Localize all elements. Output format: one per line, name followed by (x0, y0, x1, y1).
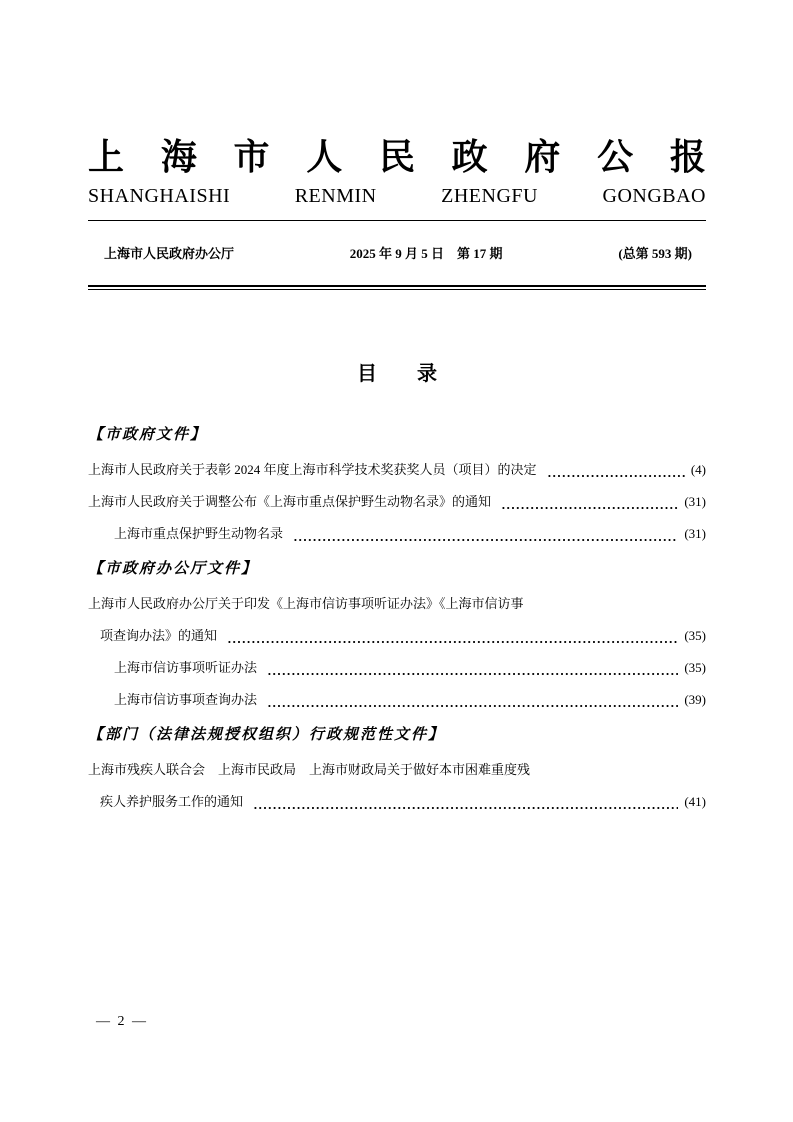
page-footer-number: — 2 — (96, 1014, 148, 1029)
toc-page-number: (35) (684, 660, 706, 676)
toc-page-number: (39) (684, 692, 706, 708)
content-column (88, 136, 706, 812)
toc-entry (88, 512, 706, 544)
toc-page-number: (31) (684, 494, 706, 510)
romanization-word: GONGBAO (602, 185, 706, 208)
dot-leader (500, 504, 678, 512)
dot-leader (252, 804, 678, 812)
dot-leader (546, 472, 685, 480)
issue-date-number: 2025 年 9 月 5 日 第 17 期 (349, 246, 503, 262)
title-char: 市 (233, 137, 270, 177)
toc-entry (88, 646, 706, 678)
title-char: 公 (597, 137, 634, 177)
toc-entry (88, 614, 706, 646)
toc-page-number: (41) (684, 794, 706, 810)
masthead-title (88, 136, 706, 179)
toc-entry (88, 480, 706, 512)
toc-entry-text: 疾人养护服务工作的通知 (100, 794, 244, 810)
toc-entry-text: 上海市重点保护野生动物名录 (114, 526, 284, 542)
toc (88, 422, 706, 812)
toc-page-number: (35) (684, 628, 706, 644)
cumulative-issue-number: (总第 593 期) (618, 246, 692, 262)
dot-leader (266, 670, 678, 678)
dot-leader (292, 536, 678, 544)
toc-entry-text: 上海市人民政府关于表彰 2024 年度上海市科学技术奖获奖人员（项目）的决定 (88, 462, 537, 478)
title-char: 民 (378, 137, 415, 177)
dot-leader (266, 702, 678, 710)
title-char: 府 (524, 137, 561, 177)
toc-entry-text: 上海市人民政府办公厅关于印发《上海市信访事项听证办法》《上海市信访事 (88, 596, 524, 612)
toc-entry-text: 项查询办法》的通知 (100, 628, 218, 644)
toc-entry-text: 上海市残疾人联合会 上海市民政局 上海市财政局关于做好本市困难重度残 (88, 762, 531, 778)
title-char: 报 (669, 137, 706, 177)
issuer-name: 上海市人民政府办公厅 (104, 246, 235, 262)
toc-page-number: (31) (684, 526, 706, 542)
toc-entry (88, 748, 706, 780)
toc-page-number: (4) (690, 462, 706, 478)
toc-entry-text: 上海市信访事项查询办法 (114, 692, 258, 708)
title-char: 政 (451, 137, 488, 177)
toc-title: 目 录 (357, 363, 437, 386)
toc-section-heading: 【市政府文件】 (88, 427, 208, 444)
toc-entry (88, 780, 706, 812)
toc-section-heading: 【市政府办公厅文件】 (88, 561, 259, 578)
masthead-romanization (88, 184, 706, 208)
title-char: 人 (306, 137, 343, 177)
toc-entry-text: 上海市人民政府关于调整公布《上海市重点保护野生动物名录》的通知 (88, 494, 492, 510)
toc-entry (88, 448, 706, 480)
issue-bar (88, 221, 706, 285)
double-rule (88, 285, 706, 290)
toc-entry-text: 上海市信访事项听证办法 (114, 660, 258, 676)
toc-section-heading: 【部门（法律法规授权组织）行政规范性文件】 (88, 727, 446, 744)
title-char: 上 (88, 137, 125, 177)
toc-entry (88, 582, 706, 614)
toc-entry (88, 678, 706, 710)
dot-leader (226, 638, 678, 646)
romanization-word: ZHENGFU (441, 185, 538, 208)
romanization-word: SHANGHAISHI (88, 185, 231, 208)
title-char: 海 (160, 137, 197, 177)
romanization-word: RENMIN (294, 185, 377, 208)
